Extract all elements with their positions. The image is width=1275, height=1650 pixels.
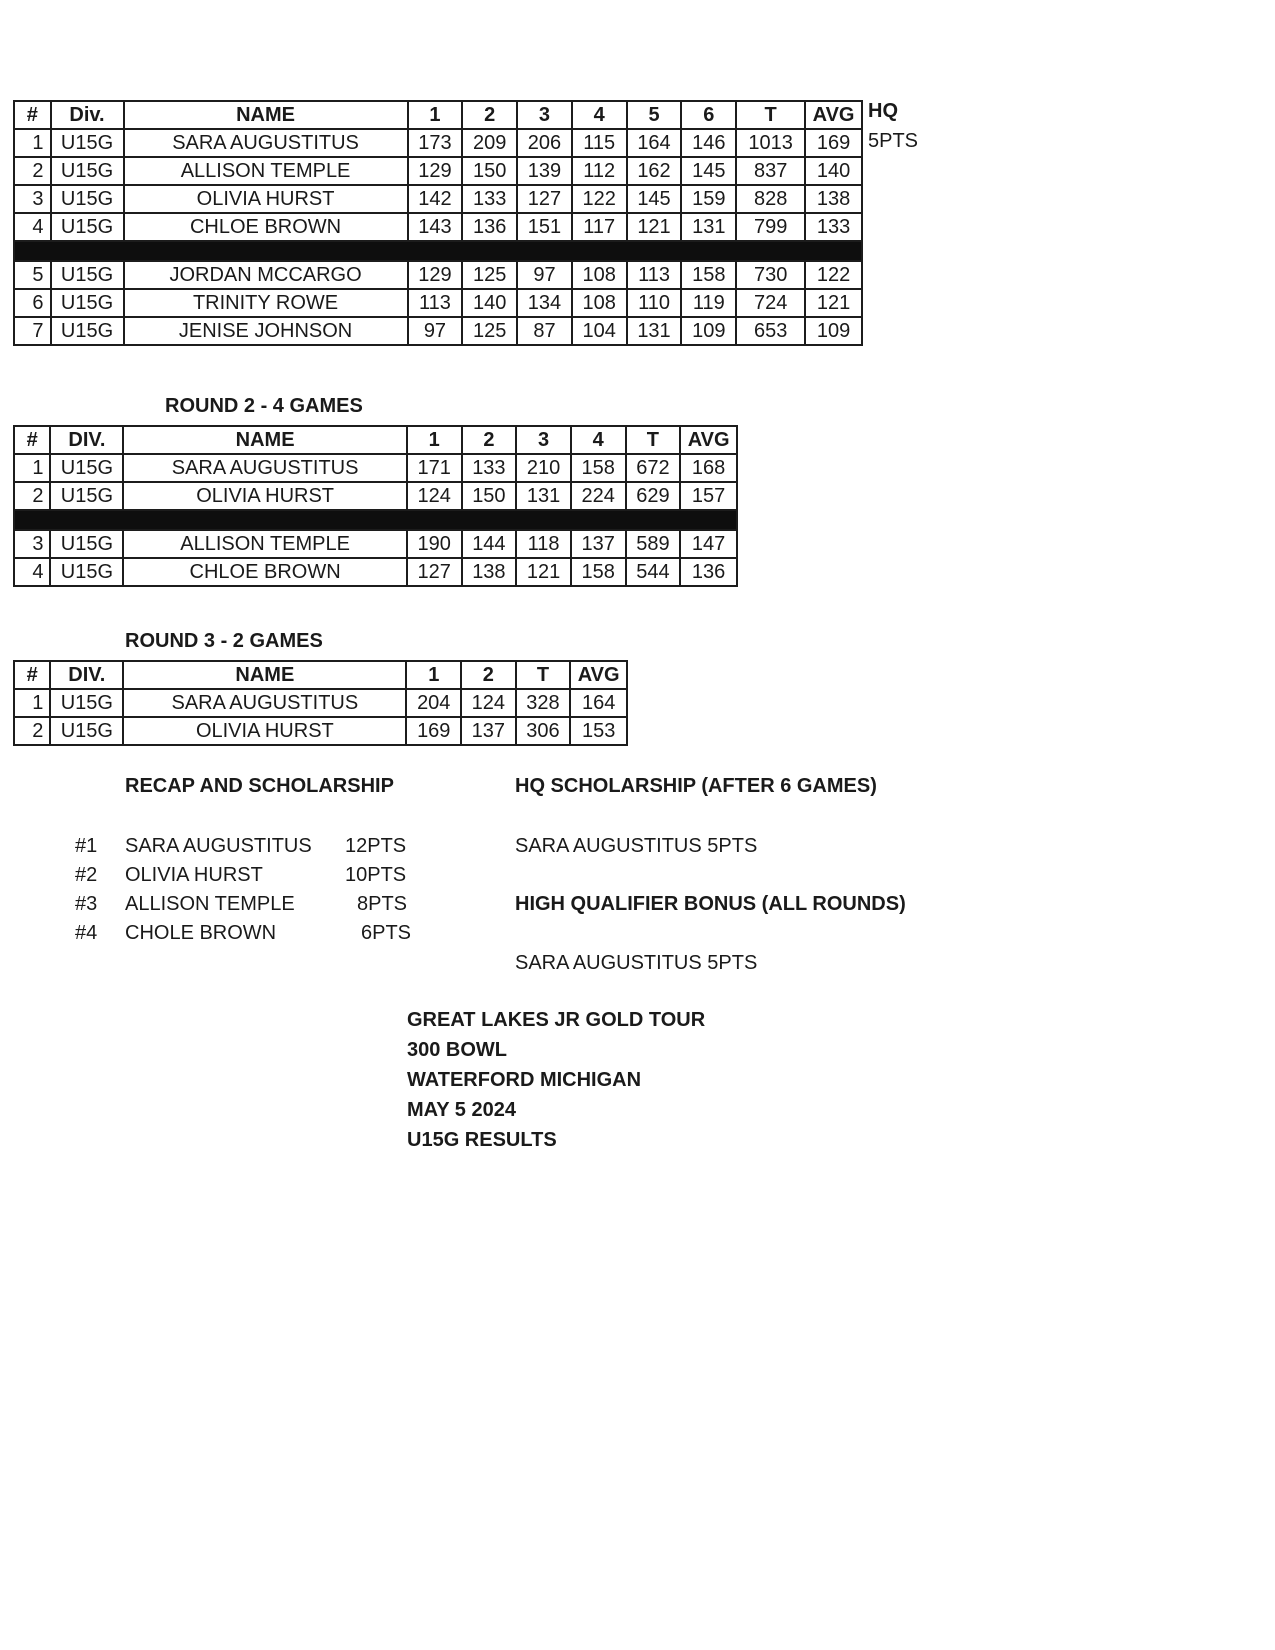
rank-cell: 7: [14, 317, 51, 345]
g4-cell: 122: [572, 185, 627, 213]
g2-cell: 138: [462, 558, 517, 586]
g2-cell: 133: [462, 454, 517, 482]
g2-cell: 137: [461, 717, 516, 745]
column-header: 1: [407, 426, 462, 454]
rank-cell: 2: [14, 482, 50, 510]
table-header-row: [14, 661, 627, 689]
column-header: 5: [627, 101, 682, 129]
recap-name: ALLISON TEMPLE: [125, 893, 295, 915]
g1-cell: 190: [407, 530, 462, 558]
high-qualifier-winner: SARA AUGUSTITUS 5PTS: [515, 952, 758, 974]
column-header: #: [14, 101, 51, 129]
column-header: AVG: [680, 426, 737, 454]
div-cell: U15G: [50, 482, 123, 510]
recap-place: #1: [75, 835, 98, 857]
recap-points: 10PTS: [345, 864, 407, 886]
recap-place: #2: [75, 864, 98, 886]
g2-cell: 144: [462, 530, 517, 558]
g4-cell: 158: [571, 558, 626, 586]
table-row: [14, 689, 627, 717]
g3-cell: 151: [517, 213, 572, 241]
total-cell: 799: [736, 213, 805, 241]
table-row: [14, 482, 737, 510]
g3-cell: 121: [516, 558, 571, 586]
recap-name: CHOLE BROWN: [125, 922, 277, 944]
event-venue: 300 BOWL: [407, 1039, 508, 1061]
cut-line-divider: [14, 510, 737, 530]
bowler-name: CHLOE BROWN: [123, 558, 407, 586]
div-cell: U15G: [51, 213, 124, 241]
g2-cell: 136: [462, 213, 517, 241]
avg-cell: 157: [680, 482, 737, 510]
recap-name: SARA AUGUSTITUS: [125, 835, 312, 857]
column-header: 3: [516, 426, 571, 454]
avg-cell: 136: [680, 558, 737, 586]
event-location: WATERFORD MICHIGAN: [407, 1069, 642, 1091]
hq-header: HQ: [868, 100, 898, 122]
column-header: T: [516, 661, 571, 689]
g6-cell: 131: [681, 213, 736, 241]
g3-cell: 139: [517, 157, 572, 185]
column-header: #: [14, 661, 50, 689]
event-tour: GREAT LAKES JR GOLD TOUR: [407, 1009, 706, 1031]
g3-cell: 127: [517, 185, 572, 213]
recap-place: #3: [75, 893, 98, 915]
avg-cell: 133: [805, 213, 862, 241]
div-cell: U15G: [50, 689, 123, 717]
g6-cell: 159: [681, 185, 736, 213]
hq-scholarship-winner: SARA AUGUSTITUS 5PTS: [515, 835, 758, 857]
g5-cell: 162: [627, 157, 682, 185]
recap-points: 8PTS: [357, 893, 408, 915]
bowler-name: ALLISON TEMPLE: [123, 530, 407, 558]
g4-cell: 108: [572, 289, 627, 317]
g1-cell: 129: [408, 261, 463, 289]
g1-cell: 127: [407, 558, 462, 586]
recap-place: #4: [75, 922, 98, 944]
column-header: 2: [462, 426, 517, 454]
rank-cell: 2: [14, 717, 50, 745]
rank-cell: 5: [14, 261, 51, 289]
div-cell: U15G: [50, 558, 123, 586]
cut-line-bar: [14, 510, 737, 530]
g1-cell: 129: [408, 157, 463, 185]
table-header-row: [14, 426, 737, 454]
g3-cell: 87: [517, 317, 572, 345]
div-cell: U15G: [51, 317, 124, 345]
avg-cell: 168: [680, 454, 737, 482]
g2-cell: 209: [462, 129, 517, 157]
g1-cell: 169: [406, 717, 461, 745]
g5-cell: 110: [627, 289, 682, 317]
g6-cell: 158: [681, 261, 736, 289]
rank-cell: 3: [14, 185, 51, 213]
column-header: Div.: [51, 101, 124, 129]
avg-cell: 169: [805, 129, 862, 157]
table-header-row: [14, 101, 862, 129]
column-header: 4: [572, 101, 627, 129]
g2-cell: 150: [462, 157, 517, 185]
cut-line-divider: [14, 241, 862, 261]
round3-table: [13, 660, 628, 746]
column-header: 1: [408, 101, 463, 129]
total-cell: 828: [736, 185, 805, 213]
rank-cell: 4: [14, 213, 51, 241]
avg-cell: 153: [570, 717, 627, 745]
g5-cell: 164: [627, 129, 682, 157]
g5-cell: 145: [627, 185, 682, 213]
total-cell: 306: [516, 717, 571, 745]
g2-cell: 150: [462, 482, 517, 510]
bowler-name: OLIVIA HURST: [124, 185, 408, 213]
high-qualifier-title: HIGH QUALIFIER BONUS (ALL ROUNDS): [515, 893, 906, 915]
table-row: [14, 261, 862, 289]
column-header: 6: [681, 101, 736, 129]
div-cell: U15G: [50, 717, 123, 745]
total-cell: 629: [626, 482, 681, 510]
g4-cell: 115: [572, 129, 627, 157]
table-row: [14, 213, 862, 241]
g1-cell: 171: [407, 454, 462, 482]
table-row: [14, 289, 862, 317]
g5-cell: 131: [627, 317, 682, 345]
table-row: [14, 157, 862, 185]
column-header: NAME: [123, 426, 407, 454]
g4-cell: 117: [572, 213, 627, 241]
round3-title: ROUND 3 - 2 GAMES: [125, 630, 323, 652]
total-cell: 837: [736, 157, 805, 185]
bowler-name: CHLOE BROWN: [124, 213, 408, 241]
column-header: T: [736, 101, 805, 129]
event-info: [407, 1005, 705, 1155]
bowler-name: SARA AUGUSTITUS: [124, 129, 408, 157]
hq-scholarship-title: HQ SCHOLARSHIP (AFTER 6 GAMES): [515, 775, 877, 797]
g4-cell: 108: [572, 261, 627, 289]
table-row: [14, 454, 737, 482]
div-cell: U15G: [50, 530, 123, 558]
total-cell: 544: [626, 558, 681, 586]
bowler-name: SARA AUGUSTITUS: [123, 454, 407, 482]
bowler-name: OLIVIA HURST: [123, 482, 407, 510]
round2-title: ROUND 2 - 4 GAMES: [165, 395, 363, 417]
g1-cell: 204: [406, 689, 461, 717]
g3-cell: 206: [517, 129, 572, 157]
rank-cell: 1: [14, 689, 50, 717]
g4-cell: 112: [572, 157, 627, 185]
bowler-name: ALLISON TEMPLE: [124, 157, 408, 185]
total-cell: 589: [626, 530, 681, 558]
rank-cell: 2: [14, 157, 51, 185]
g6-cell: 109: [681, 317, 736, 345]
g1-cell: 97: [408, 317, 463, 345]
g2-cell: 125: [462, 317, 517, 345]
bowler-name: JENISE JOHNSON: [124, 317, 408, 345]
table-row: [14, 317, 862, 345]
column-header: T: [626, 426, 681, 454]
g1-cell: 124: [407, 482, 462, 510]
div-cell: U15G: [50, 454, 123, 482]
column-header: 1: [406, 661, 461, 689]
g6-cell: 119: [681, 289, 736, 317]
bowler-name: TRINITY ROWE: [124, 289, 408, 317]
avg-cell: 138: [805, 185, 862, 213]
table-row: [14, 129, 862, 157]
avg-cell: 164: [570, 689, 627, 717]
recap-points: 6PTS: [361, 922, 412, 944]
hq-points: 5PTS: [868, 130, 919, 152]
avg-cell: 121: [805, 289, 862, 317]
event-date: MAY 5 2024: [407, 1099, 516, 1121]
column-header: 4: [571, 426, 626, 454]
avg-cell: 122: [805, 261, 862, 289]
div-cell: U15G: [51, 261, 124, 289]
rank-cell: 3: [14, 530, 50, 558]
avg-cell: 140: [805, 157, 862, 185]
div-cell: U15G: [51, 157, 124, 185]
g3-cell: 131: [516, 482, 571, 510]
g1-cell: 143: [408, 213, 463, 241]
g6-cell: 145: [681, 157, 736, 185]
bowler-name: JORDAN MCCARGO: [124, 261, 408, 289]
column-header: #: [14, 426, 50, 454]
g5-cell: 113: [627, 261, 682, 289]
avg-cell: 147: [680, 530, 737, 558]
g3-cell: 118: [516, 530, 571, 558]
cut-line-bar: [14, 241, 862, 261]
div-cell: U15G: [51, 289, 124, 317]
table-row: [14, 558, 737, 586]
g6-cell: 146: [681, 129, 736, 157]
table-row: [14, 185, 862, 213]
g3-cell: 134: [517, 289, 572, 317]
bowler-name: SARA AUGUSTITUS: [123, 689, 406, 717]
column-header: 2: [462, 101, 517, 129]
avg-cell: 109: [805, 317, 862, 345]
total-cell: 328: [516, 689, 571, 717]
g3-cell: 97: [517, 261, 572, 289]
g2-cell: 125: [462, 261, 517, 289]
column-header: NAME: [124, 101, 408, 129]
recap-name: OLIVIA HURST: [125, 864, 263, 886]
bowler-name: OLIVIA HURST: [123, 717, 406, 745]
g4-cell: 137: [571, 530, 626, 558]
g1-cell: 113: [408, 289, 463, 317]
g4-cell: 224: [571, 482, 626, 510]
g2-cell: 140: [462, 289, 517, 317]
g2-cell: 133: [462, 185, 517, 213]
column-header: AVG: [570, 661, 627, 689]
rank-cell: 1: [14, 454, 50, 482]
div-cell: U15G: [51, 185, 124, 213]
total-cell: 1013: [736, 129, 805, 157]
g1-cell: 173: [408, 129, 463, 157]
round1-table: [13, 100, 863, 346]
g3-cell: 210: [516, 454, 571, 482]
table-row: [14, 717, 627, 745]
g1-cell: 142: [408, 185, 463, 213]
column-header: 3: [517, 101, 572, 129]
total-cell: 653: [736, 317, 805, 345]
column-header: DIV.: [50, 661, 123, 689]
g2-cell: 124: [461, 689, 516, 717]
div-cell: U15G: [51, 129, 124, 157]
rank-cell: 6: [14, 289, 51, 317]
g4-cell: 158: [571, 454, 626, 482]
round2-table: [13, 425, 738, 587]
g5-cell: 121: [627, 213, 682, 241]
recap-title: RECAP AND SCHOLARSHIP: [125, 775, 394, 797]
total-cell: 724: [736, 289, 805, 317]
total-cell: 730: [736, 261, 805, 289]
column-header: NAME: [123, 661, 406, 689]
recap-points: 12PTS: [345, 835, 407, 857]
column-header: AVG: [805, 101, 862, 129]
rank-cell: 4: [14, 558, 50, 586]
rank-cell: 1: [14, 129, 51, 157]
g4-cell: 104: [572, 317, 627, 345]
event-results-label: U15G RESULTS: [407, 1129, 557, 1151]
column-header: DIV.: [50, 426, 123, 454]
total-cell: 672: [626, 454, 681, 482]
table-row: [14, 530, 737, 558]
column-header: 2: [461, 661, 516, 689]
